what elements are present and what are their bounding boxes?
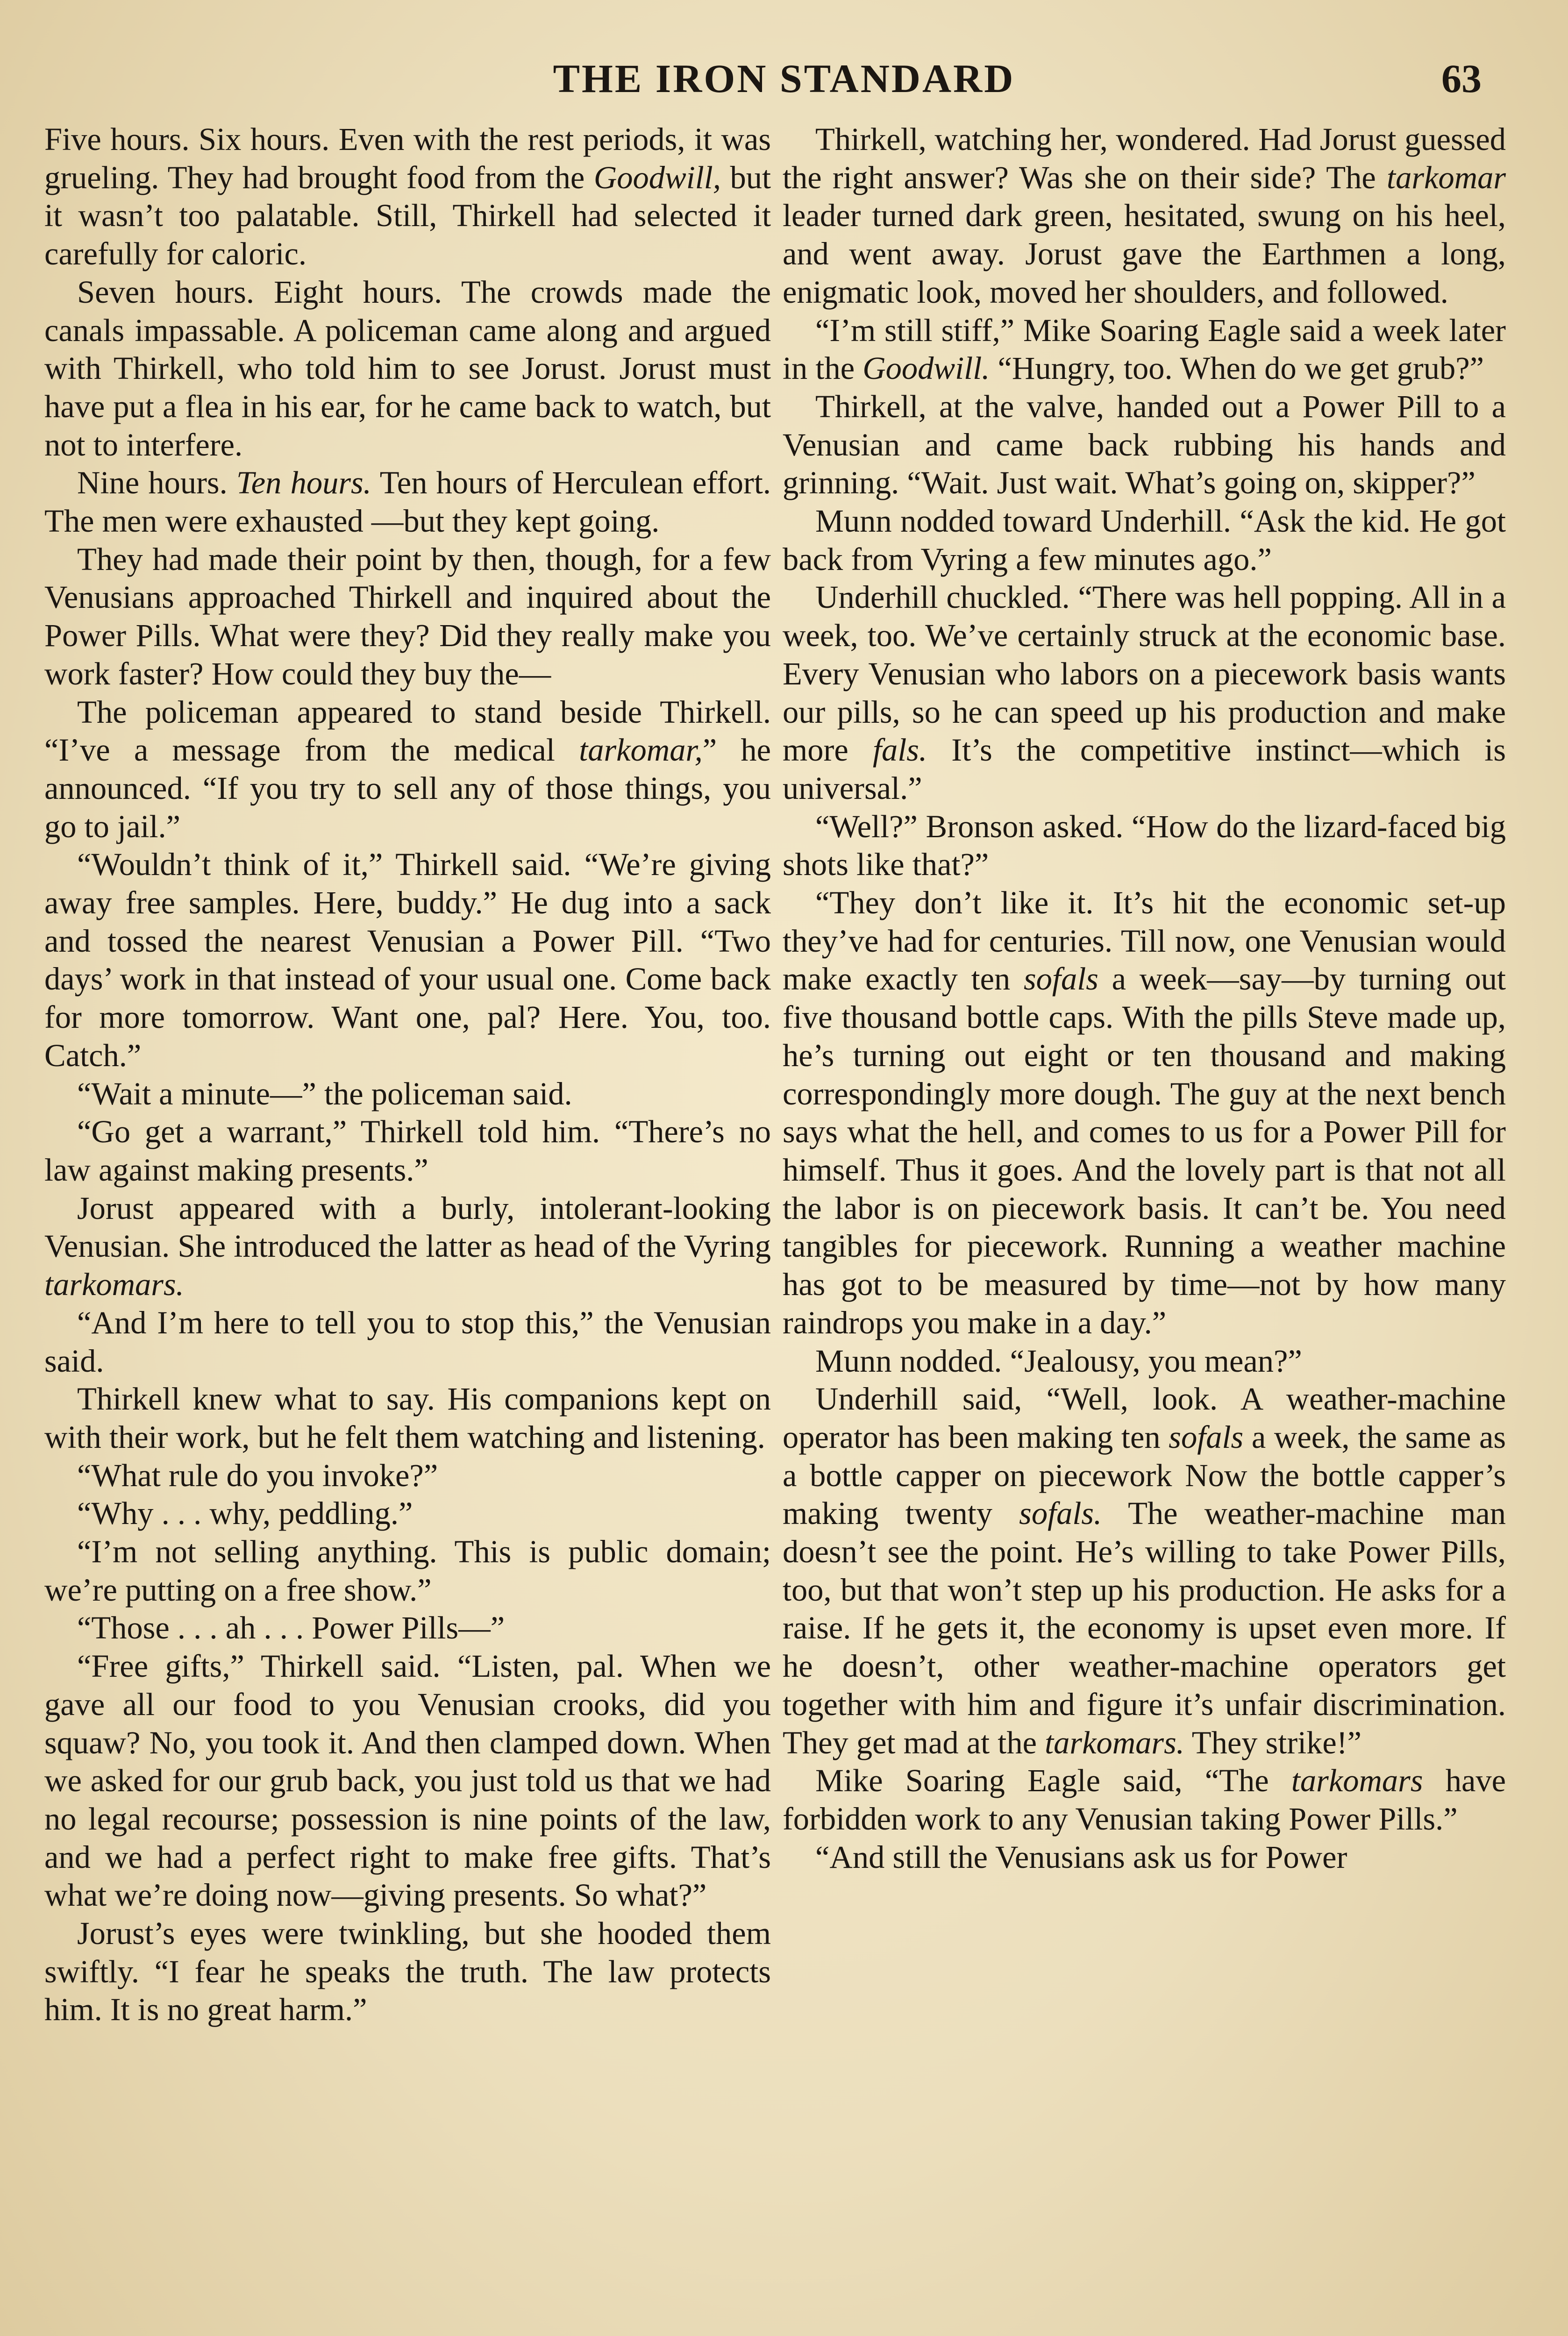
text-run: “Well?” Bronson asked. “How do the lizard-faced big shots like that?” [783, 808, 1506, 883]
paragraph [783, 808, 1506, 884]
text-run: leader turned dark green, hesitated, swung on his heel, and went away. Jorust gave the Earthmen a long, enigmatic look, moved her shoulders, and followed. [783, 198, 1506, 310]
page-header [0, 55, 1568, 111]
paragraph [783, 1342, 1506, 1381]
text-run: ” he announced. “If you try to sell any of those things, you go to jail.” [44, 732, 771, 844]
italic-text: tarkomar [1387, 159, 1506, 195]
paragraph [44, 1075, 771, 1113]
paragraph [44, 541, 771, 693]
text-run: It’s the competitive instinct—which is universal.” [783, 732, 1506, 806]
paragraph [783, 1380, 1506, 1762]
text-run: Munn nodded toward Underhill. “Ask the kid. He got back from Vyring a few minutes ago.” [783, 503, 1506, 577]
text-column-left [44, 121, 771, 2029]
italic-text: tarkomars. [44, 1267, 184, 1303]
text-run: Underhill said, “Well, look. A weather-machine operator has been making ten [783, 1381, 1506, 1455]
text-run: Jorust’s eyes were twinkling, but she hooded them swiftly. “I fear he speaks the truth. The law protects him. It is no great harm.” [44, 1916, 771, 2028]
text-run: “Why . . . why, peddling.” [77, 1496, 413, 1531]
text-run: Underhill chuckled. “There was hell popping. All in a week, too. We’ve certainly struck at the economic base. Every Venusian who labors on a piecework basis wants our pills, so he can speed up his production and make more [783, 579, 1506, 768]
paragraph [44, 1533, 771, 1609]
text-run: Jorust appeared with a burly, intolerant-looking Venusian. She introduced the latter as head of the Vyring [44, 1190, 771, 1264]
text-run: but it wasn’t too palatable. Still, Thirkell had selected it carefully for caloric. [44, 159, 771, 272]
text-run: “Free gifts,” Thirkell said. “Listen, pal. When we gave all our food to you Venusian crooks, did you squaw? No, you took it. And then clamped down. When we asked for our grub back, you just told us that we had no legal recourse; possession is nine points of the law, and we had a perfect right to make free gifts. That’s what we’re doing now—giving presents. So what?” [44, 1648, 771, 1913]
paragraph [44, 121, 771, 273]
italic-text: sofals. [1019, 1496, 1102, 1531]
text-run: Nine hours. [77, 465, 236, 501]
paragraph [44, 1609, 771, 1647]
text-run: Mike Soaring Eagle said, “The [815, 1763, 1291, 1799]
text-run: “They don’t like it. It’s hit the economic set-up they’ve had for centuries. Till now, one Venusian would make exactly ten [783, 885, 1506, 997]
text-run: They strike!” [1184, 1724, 1362, 1760]
page-number: 63 [1441, 56, 1482, 101]
text-run: Thirkell, at the valve, handed out a Power Pill to a Venusian and came back rubbing his hands and grinning. “Wait. Just wait. What’s going on, skipper?” [783, 388, 1506, 501]
text-run: “And still the Venusians ask us for Power [815, 1839, 1347, 1875]
paragraph [783, 312, 1506, 388]
paragraph [44, 1915, 771, 2029]
italic-text: Goodwill, [593, 159, 721, 195]
paragraph [44, 693, 771, 846]
text-run: a week—say—by turning out five thousand bottle caps. With the pills Steve made up, he’s turning out eight or ten thousand and making correspondingly more dough. The guy at the next bench says what the hell, and comes to us for a Power Pill for himself. Thus it goes. And the lovely part is that not all the labor is on piecework basis. It can’t be. You need tangibles for piecework. Running a weather machine has got to be measured by time—not by how many raindrops you make in a day.” [783, 961, 1506, 1340]
text-column-right [783, 121, 1506, 1876]
paragraph [783, 502, 1506, 578]
paragraph [783, 1838, 1506, 1877]
text-run: Thirkell knew what to say. His companions kept on with their work, but he felt them watching and listening. [44, 1381, 771, 1455]
text-run: “Wait a minute—” the policeman said. [77, 1075, 572, 1111]
text-run: “Those . . . ah . . . Power Pills—” [77, 1610, 505, 1646]
paragraph [44, 464, 771, 540]
paragraph [44, 273, 771, 464]
text-run: The weather-machine man doesn’t see the point. He’s willing to take Power Pills, too, but that won’t step up his production. He asks for a raise. If he gets it, the economy is upset even more. If he doesn’t, other weather-machine operators get together with him and figure it’s unfair discrimination. They get mad at the [783, 1496, 1506, 1760]
paragraph [44, 1189, 771, 1304]
paragraph [44, 846, 771, 1075]
italic-text: tarkomars [1291, 1763, 1423, 1799]
paragraph [783, 578, 1506, 807]
text-run: “Hungry, too. When do we get grub?” [990, 350, 1484, 386]
italic-text: sofals [1024, 961, 1098, 997]
paragraph [44, 1457, 771, 1495]
italic-text: tarkomars. [1045, 1724, 1184, 1760]
italic-text: Ten hours. [236, 465, 371, 501]
italic-text: sofals [1169, 1419, 1244, 1455]
text-run: Munn nodded. “Jealousy, you mean?” [815, 1343, 1302, 1379]
paragraph [44, 1380, 771, 1456]
paragraph [783, 121, 1506, 312]
running-title: THE IRON STANDARD [553, 56, 1015, 101]
italic-text: tarkomar, [579, 732, 703, 768]
paragraph [783, 884, 1506, 1342]
text-run: Seven hours. Eight hours. The crowds made the canals impassable. A policeman came along and argued with Thirkell, who told him to see Jorust. Jorust must have put a flea in his ear, for he came back to watch, but not to interfere. [44, 274, 771, 463]
text-run: Ten hours of Herculean effort. The men were exhausted —but they kept going. [44, 465, 771, 539]
text-run: Thirkell, watching her, wondered. Had Jorust guessed the right answer? Was she on their side? The [783, 121, 1506, 195]
paragraph [783, 1762, 1506, 1838]
text-run: “Wouldn’t think of it,” Thirkell said. “We’re giving away free samples. Here, buddy.” He dug into a sack and tossed the nearest Venusian a Power Pill. “Two days’ work in that instead of your usual one. Come back for more tomorrow. Want one, pal? Here. You, too. Catch.” [44, 847, 771, 1073]
text-run: They had made their point by then, though, for a few Venusians approached Thirkell and inquired about the Power Pills. What were they? Did they really make you work faster? How could they buy the— [44, 541, 771, 691]
text-run: “And I’m here to tell you to stop this,” the Venusian said. [44, 1304, 771, 1379]
text-run: “I’m not selling anything. This is public domain; we’re putting on a free show.” [44, 1534, 771, 1608]
text-run: The policeman appeared to stand beside Thirkell. “I’ve a message from the medical [44, 694, 771, 768]
text-run: “Go get a warrant,” Thirkell told him. “There’s no law against making presents.” [44, 1114, 771, 1188]
paragraph [783, 388, 1506, 502]
italic-text: Goodwill. [862, 350, 990, 386]
text-run: “I’m still stiff,” Mike Soaring Eagle said a week later in the [783, 312, 1506, 386]
paragraph [44, 1647, 771, 1915]
paragraph [44, 1495, 771, 1533]
text-run: Five hours. Six hours. Even with the rest periods, it was grueling. They had brought food from the [44, 121, 771, 195]
paragraph [44, 1304, 771, 1380]
text-run: “What rule do you invoke?” [77, 1457, 438, 1493]
paragraph [44, 1113, 771, 1189]
text-run: have forbidden work to any Venusian taking Power Pills.” [783, 1763, 1506, 1837]
italic-text: fals. [872, 732, 927, 768]
text-run: a week, the same as a bottle capper on piecework Now the bottle capper’s making twenty [783, 1419, 1506, 1531]
